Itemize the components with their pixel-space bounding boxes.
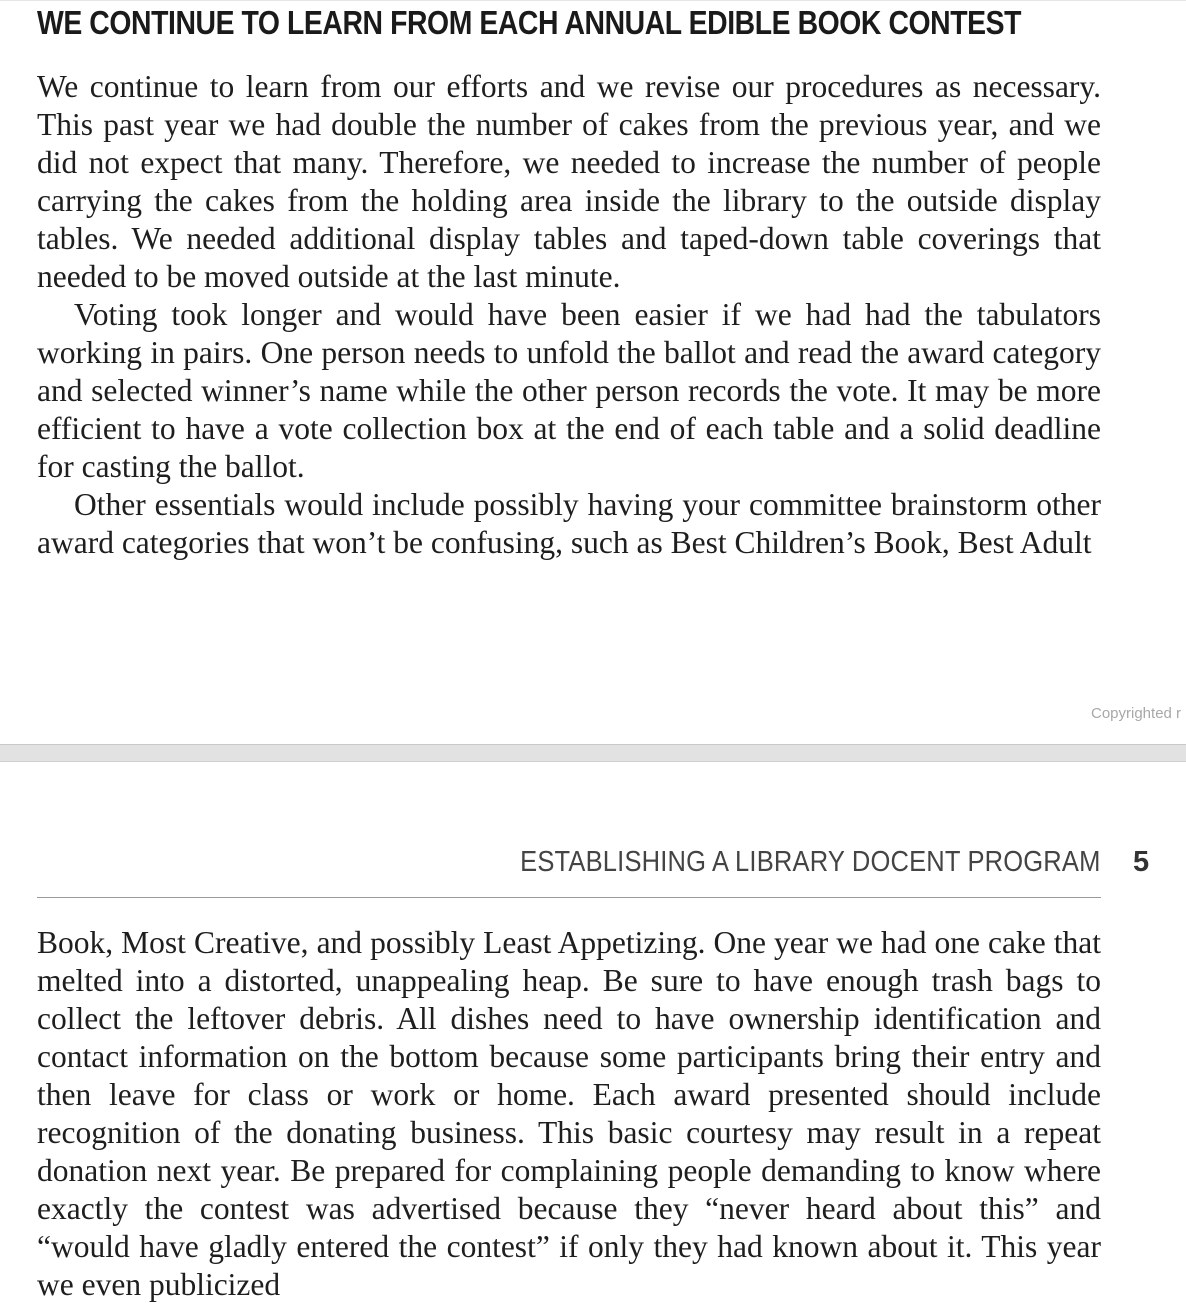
page-number: 5: [1133, 846, 1150, 878]
page-separator: [0, 744, 1186, 762]
paragraph-1: We continue to learn from our efforts and we revise our procedures as necessary. This past year we had double the number of cakes from the previous year, and we did not expect that many. Therefore, we needed to increase the number of people carrying the cakes from the holding area inside the library to the outside display tables. We needed additional display tables and taped-down table coverings that needed to be moved outside at the last minute.: [37, 69, 1101, 294]
header-rule: [37, 897, 1101, 898]
body-text-bottom: [37, 924, 1101, 1304]
section-heading: WE CONTINUE TO LEARN FROM EACH ANNUAL EDIBLE BOOK CONTEST: [37, 4, 1022, 41]
paragraph-continued: Book, Most Creative, and possibly Least Appetizing. One year we had one cake that melted into a distorted, unappealing heap. Be sure to have enough trash bags to collect the leftover debris. All dishes need to have ownership identification and contact information on the bottom because some participants bring their entry and then leave for class or work or home. Each award presented should include recognition of the donating business. This basic courtesy may result in a repeat donation next year. Be prepared for complaining people demanding to know where exactly the contest was advertised because they “never heard about this” and “would have gladly entered the contest” if only they had known about it. This year we even publicized: [37, 925, 1101, 1302]
paragraph-3: Other essentials would include possibly having your committee brainstorm other award categories that won’t be confusing, such as Best Children’s Book, Best Adult: [37, 487, 1101, 560]
running-head: ESTABLISHING A LIBRARY DOCENT PROGRAM: [520, 846, 1101, 878]
page-bottom: [0, 762, 1186, 1302]
copyright-watermark: Copyrighted r: [1091, 705, 1182, 722]
body-text-top: [37, 68, 1101, 562]
paragraph-2: Voting took longer and would have been easier if we had had the tabulators working in pairs. One person needs to unfold the ballot and read the award category and selected winner’s name while the other person records the vote. It may be more efficient to have a vote collection box at the end of each table and a solid deadline for casting the ballot.: [37, 297, 1101, 484]
